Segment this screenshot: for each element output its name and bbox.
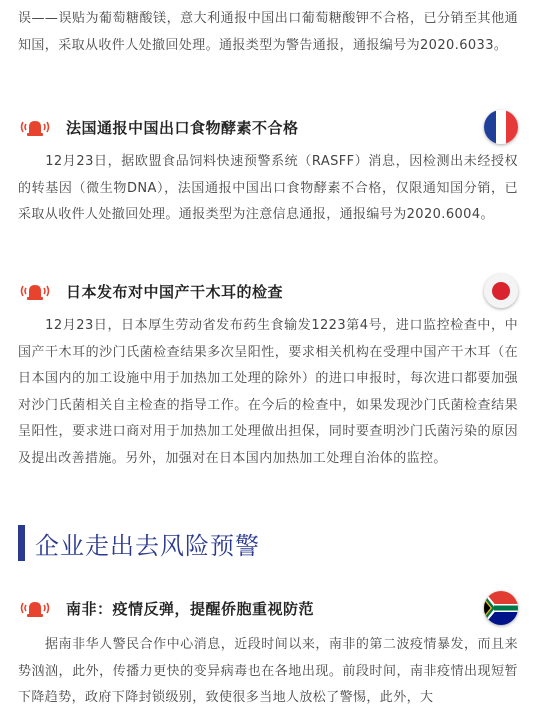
south-africa-flag-icon: [484, 591, 518, 625]
alarm-icon: [18, 116, 52, 138]
news-body: 12月23日，日本厚生劳动省发布药生食输发1223第4号，进口监控检查中，中国产干木耳的沙门氏菌检查结果多次呈阳性，要求相关机构在受理中国产干木耳（在日本国内的加工设施中用于加热加工处理的除外）的进口申报时，每次进口都要加强对沙门氏菌相关自主检查的指导工作。在今后的检查中，如果发现沙门氏菌检查结果呈阳性，要求进口商对用于加热加工处理做出担保，同时要查明沙门氏菌污染的原因及提出改善措施。另外，加强对在日本国内加热加工处理自治体的监控。: [18, 318, 518, 466]
news-title: 南非：疫情反弹，提醒侨胞重视防范: [66, 599, 315, 618]
news-body: 12月23日，据欧盟食品饲料快速预警系统（RASFF）消息，因检测出未经授权的转基因（微生物DNA），法国通报中国出口食物酵素不合格，仅限通知国分销，已采取从收件人处撤回处理。通报类型为注意信息通报，通报编号为2020.6004。: [18, 154, 518, 222]
intro-paragraph: 误——误贴为葡萄糖酸镁，意大利通报中国出口葡萄糖酸钾不合格，已分销至其他通知国，采取从收件人处撤回处理。通报类型为警告通报，通报编号为2020.6033。: [18, 11, 518, 53]
japan-flag-icon: [484, 274, 518, 308]
news-header-south-africa: [18, 591, 518, 625]
news-title: 日本发布对中国产干木耳的检查: [66, 282, 284, 301]
section-title: 企业走出去风险预警: [35, 531, 260, 560]
section-accent-bar: [18, 525, 25, 561]
news-title: 法国通报中国出口食物酵素不合格: [66, 118, 299, 137]
news-body: 据南非华人警民合作中心消息，近段时间以来，南非的第二波疫情暴发，而且来势汹汹，此外，传播力更快的变异病毒也在各地出现。前段时间，南非疫情出现短暂下降趋势，政府下降封锁级别，致使很多当地人放松了警惕，此外，大: [18, 637, 518, 705]
news-header-japan: [18, 274, 518, 308]
alarm-icon: [18, 597, 52, 619]
alarm-icon: [18, 280, 52, 302]
section-header: [18, 523, 518, 563]
france-flag-icon: [484, 110, 518, 144]
news-header-france: [18, 110, 518, 144]
